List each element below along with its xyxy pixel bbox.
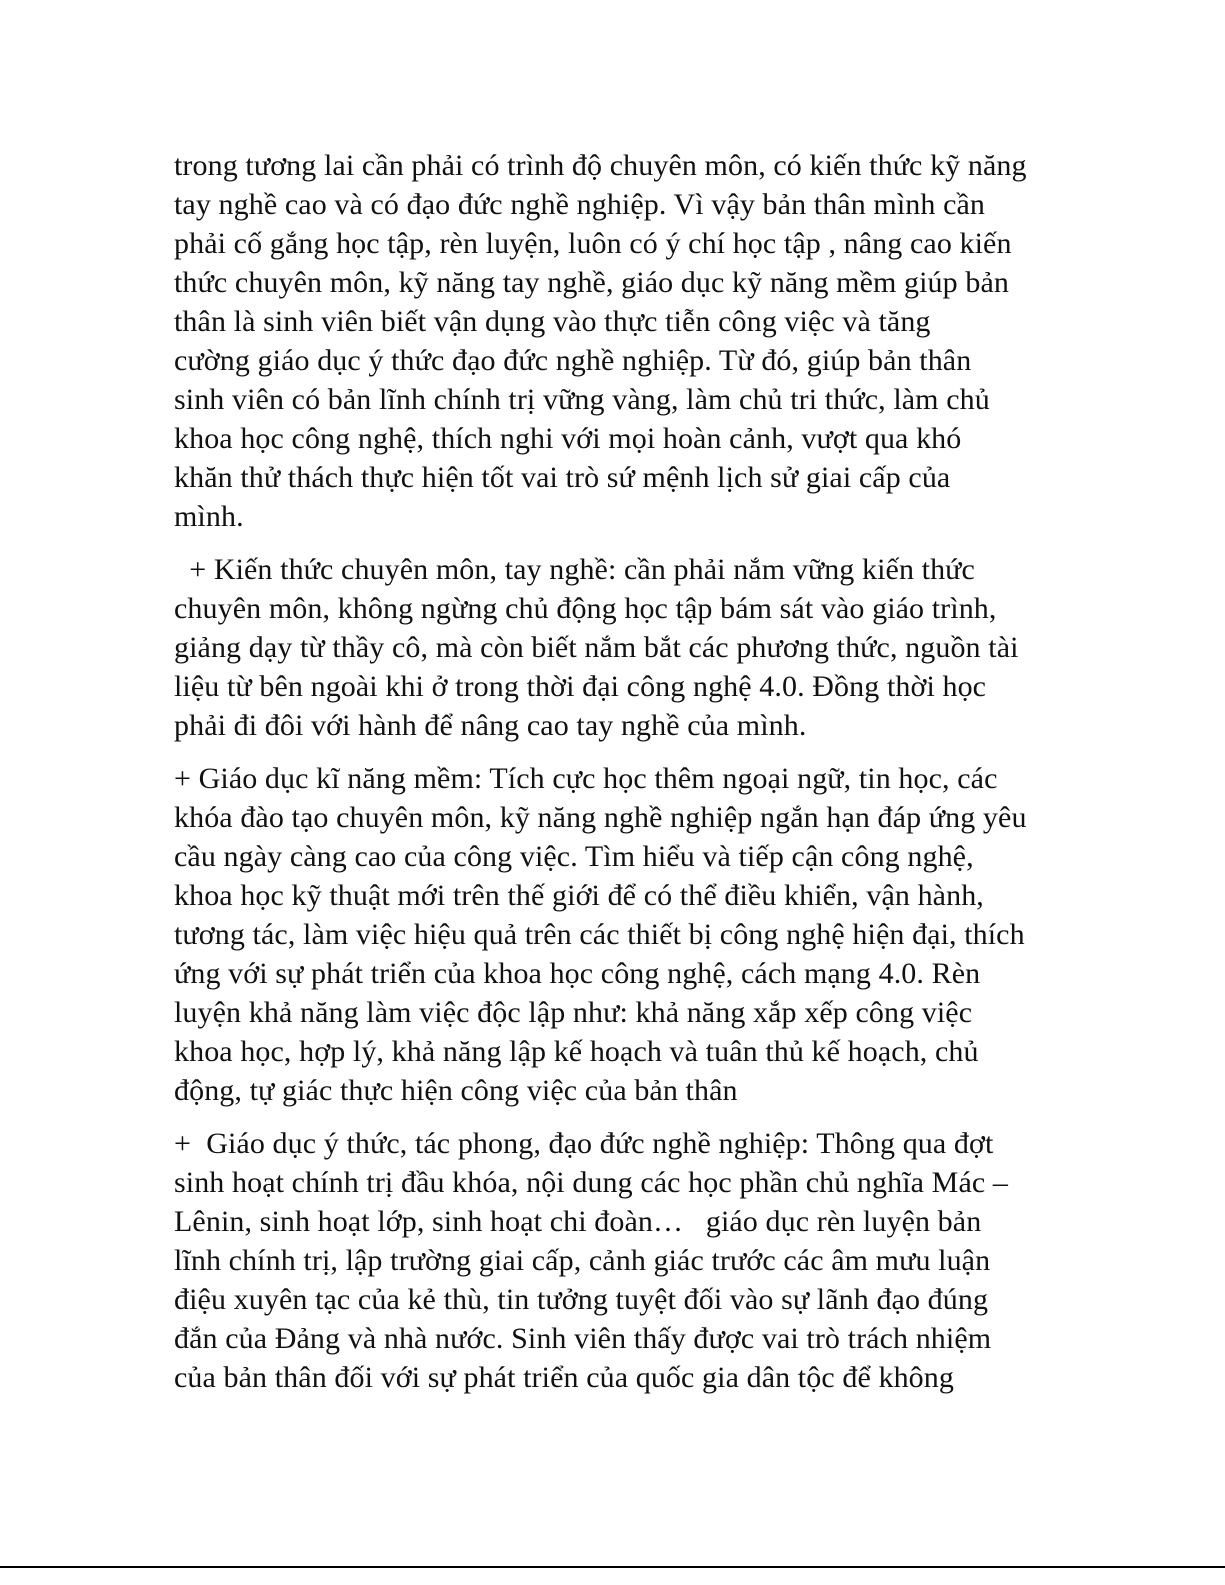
- text-line: phải cố gắng học tập, rèn luyện, luôn có ý chí học tập , nâng cao kiến: [174, 227, 1012, 260]
- text-line: sinh hoạt chính trị đầu khóa, nội dung các học phần chủ nghĩa Mác –: [174, 1166, 1008, 1199]
- text-line: liệu từ bên ngoài khi ở trong thời đại công nghệ 4.0. Đồng thời học: [174, 670, 987, 703]
- body-text: [174, 146, 1129, 1432]
- text-line: giảng dạy từ thầy cô, mà còn biết nắm bắt các phương thức, nguồn tài: [174, 631, 1019, 664]
- text-line: sinh viên có bản lĩnh chính trị vững vàng, làm chủ tri thức, làm chủ: [174, 383, 990, 416]
- text-line: ứng với sự phát triển của khoa học công nghệ, cách mạng 4.0. Rèn: [174, 957, 981, 990]
- text-line: thân là sinh viên biết vận dụng vào thực tiễn công việc và tăng: [174, 305, 931, 338]
- text-line: điệu xuyên tạc của kẻ thù, tin tưởng tuyệt đối vào sự lãnh đạo đúng: [174, 1283, 989, 1316]
- text-line: chuyên môn, không ngừng chủ động học tập bám sát vào giáo trình,: [174, 592, 997, 625]
- text-line: phải đi đôi với hành để nâng cao tay nghề của mình.: [174, 709, 807, 742]
- text-line: của bản thân đối với sự phát triển của quốc gia dân tộc để không: [174, 1361, 954, 1394]
- text-line: mình.: [174, 500, 244, 533]
- paragraph-2: [174, 550, 1129, 745]
- text-line: Lênin, sinh hoạt lớp, sinh hoạt chi đoàn… giáo dục rèn luyện bản: [174, 1205, 982, 1238]
- text-line: luyện khả năng làm việc độc lập như: khả năng xắp xếp công việc: [174, 996, 973, 1029]
- text-line: khóa đào tạo chuyên môn, kỹ năng nghề nghiệp ngắn hạn đáp ứng yêu: [174, 801, 1027, 834]
- text-line: tay nghề cao và có đạo đức nghề nghiệp. Vì vậy bản thân mình cần: [174, 188, 986, 221]
- text-line: khoa học kỹ thuật mới trên thế giới để có thể điều khiển, vận hành,: [174, 879, 984, 912]
- paragraph-4: [174, 1124, 1129, 1397]
- text-line: cầu ngày càng cao của công việc. Tìm hiểu và tiếp cận công nghệ,: [174, 840, 974, 873]
- text-line: khoa học, hợp lý, khả năng lập kế hoạch và tuân thủ kế hoạch, chủ: [174, 1035, 979, 1068]
- text-line: động, tự giác thực hiện công việc của bản thân: [174, 1074, 738, 1107]
- text-line: khoa học công nghệ, thích nghi với mọi hoàn cảnh, vượt qua khó: [174, 422, 962, 455]
- text-line: cường giáo dục ý thức đạo đức nghề nghiệp. Từ đó, giúp bản thân: [174, 344, 972, 377]
- page-bottom-border: [0, 1566, 1225, 1568]
- text-line: thức chuyên môn, kỹ năng tay nghề, giáo dục kỹ năng mềm giúp bản: [174, 266, 1009, 299]
- text-line: đắn của Đảng và nhà nước. Sinh viên thấy được vai trò trách nhiệm: [174, 1322, 992, 1355]
- text-line: + Giáo dục kĩ năng mềm: Tích cực học thêm ngoại ngữ, tin học, các: [174, 762, 998, 795]
- text-line: trong tương lai cần phải có trình độ chuyên môn, có kiến thức kỹ năng: [174, 149, 1027, 182]
- text-line: + Kiến thức chuyên môn, tay nghề: cần phải nắm vững kiến thức: [174, 553, 975, 586]
- paragraph-3: [174, 759, 1129, 1110]
- text-line: lĩnh chính trị, lập trường giai cấp, cảnh giác trước các âm mưu luận: [174, 1244, 991, 1277]
- text-line: khăn thử thách thực hiện tốt vai trò sứ mệnh lịch sử giai cấp của: [174, 461, 951, 494]
- text-line: + Giáo dục ý thức, tác phong, đạo đức nghề nghiệp: Thông qua đợt: [174, 1127, 994, 1160]
- paragraph-1: [174, 146, 1129, 536]
- text-line: tương tác, làm việc hiệu quả trên các thiết bị công nghệ hiện đại, thích: [174, 918, 1025, 951]
